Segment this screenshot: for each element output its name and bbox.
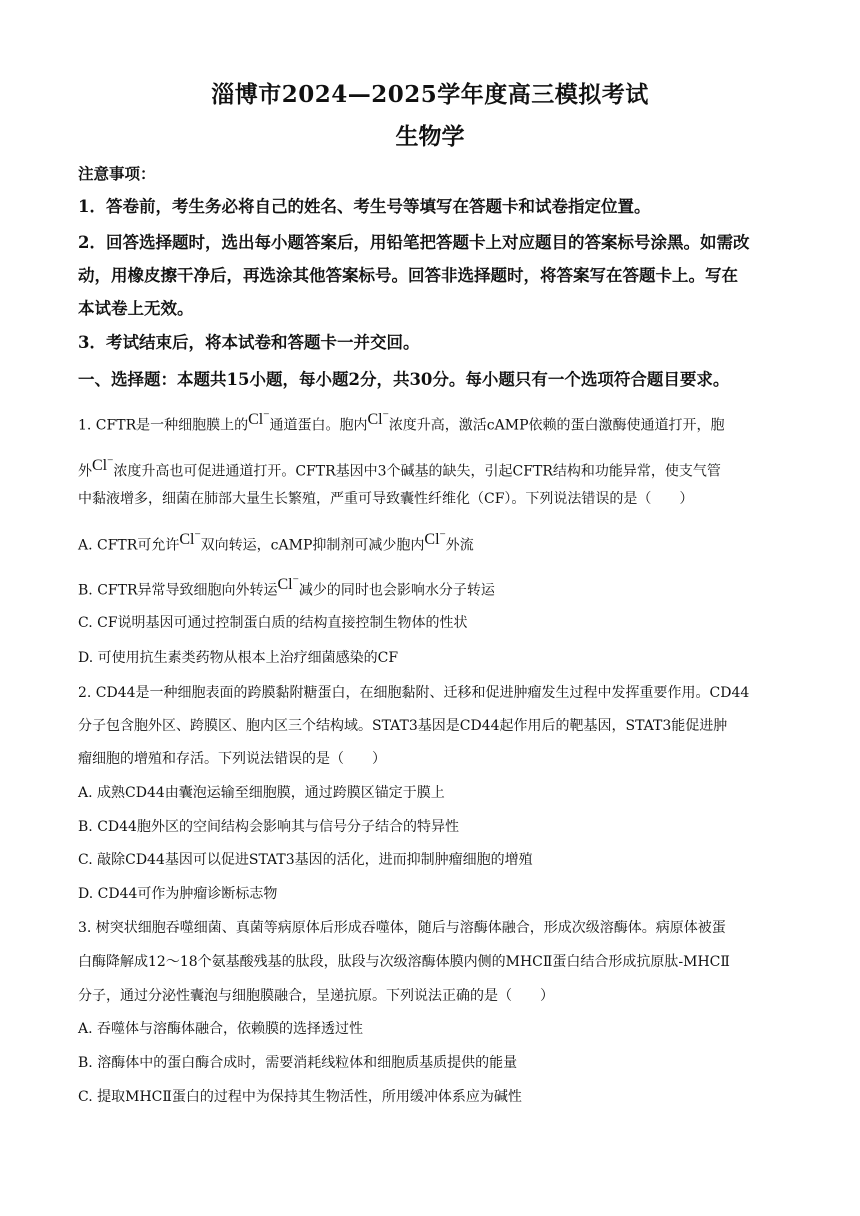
q2-option-c: C. 敲除CD44基因可以促进STAT3基因的活化，进而抑制肿瘤细胞的增殖: [78, 852, 533, 868]
q2-option-b: B. CD44胞外区的空间结构会影响其与信号分子结合的特异性: [78, 819, 459, 835]
exam-title: 淄博市2024—2025学年度高三模拟考试: [211, 81, 649, 108]
q1-line-2: 外Cl−浓度升高也可促进通道打开。CFTR基因中3个碱基的缺失，引起CFTR结构和功能异常，使支气管: [78, 455, 721, 480]
q2-option-a: A. 成熟CD44由囊泡运输至细胞膜，通过跨膜区锚定于膜上: [78, 785, 445, 801]
chloride-symbol: Cl−: [424, 529, 446, 549]
chloride-symbol: Cl−: [367, 409, 389, 429]
q2-line-2: 分子包含胞外区、跨膜区、胞内区三个结构域。STAT3基因是CD44起作用后的靶基因，STAT3能促进肿: [78, 718, 728, 734]
q3-line-3: 分子，通过分泌性囊泡与细胞膜融合，呈递抗原。下列说法正确的是（ ）: [78, 988, 554, 1004]
q2-line-3: 瘤细胞的增殖和存活。下列说法错误的是（ ）: [78, 751, 386, 767]
q1-option-d: D. 可使用抗生素类药物从根本上治疗细菌感染的CF: [78, 650, 399, 666]
note-2-cont: 动，用橡皮擦干净后，再选涂其他答案标号。回答非选择题时，将答案写在答题卡上。写在: [78, 266, 738, 285]
q3-option-b: B. 溶酶体中的蛋白酶合成时，需要消耗线粒体和细胞质基质提供的能量: [78, 1055, 518, 1071]
note-1: 1．答卷前，考生务必将自己的姓名、考生号等填写在答题卡和试卷指定位置。: [78, 197, 651, 216]
q3-option-c: C. 提取MHCⅡ蛋白的过程中为保持其生物活性，所用缓冲体系应为碱性: [78, 1089, 522, 1105]
q2-option-d: D. CD44可作为肿瘤诊断标志物: [78, 886, 278, 902]
section-choice-header: 一、选择题：本题共15小题，每小题2分，共30分。每小题只有一个选项符合题目要求。: [78, 370, 730, 389]
chloride-symbol: Cl−: [179, 529, 201, 549]
chloride-symbol: Cl−: [248, 409, 270, 429]
note-2: 2．回答选择题时，选出每小题答案后，用铅笔把答题卡上对应题目的答案标号涂黑。如需改: [78, 233, 750, 252]
q1-line-3: 中黏液增多，细菌在肺部大量生长繁殖，严重可导致囊性纤维化（CF）。下列说法错误的是（ ）: [78, 491, 694, 507]
q1-option-c: C. CF说明基因可通过控制蛋白质的结构直接控制生物体的性状: [78, 615, 468, 631]
q1-option-b: B. CFTR异常导致细胞向外转运Cl−减少的同时也会影响水分子转运: [78, 574, 495, 599]
chloride-symbol: Cl−: [92, 455, 114, 475]
subject-title: 生物学: [395, 123, 465, 150]
notes-header: 注意事项：: [78, 164, 156, 183]
q3-line-1: 3. 树突状细胞吞噬细菌、真菌等病原体后形成吞噬体，随后与溶酶体融合，形成次级溶酶体。病原体被蛋: [78, 920, 726, 936]
note-2-end: 本试卷上无效。: [78, 299, 194, 318]
chloride-symbol: Cl−: [277, 574, 299, 594]
q1-line-1: 1. CFTR是一种细胞膜上的Cl−通道蛋白。胞内Cl−浓度升高，激活cAMP依赖的蛋白激酶使通道打开，胞: [78, 409, 725, 434]
q1-option-a: A. CFTR可允许Cl−双向转运，cAMP抑制剂可减少胞内Cl−外流: [78, 529, 474, 554]
q3-line-2: 白酶降解成12～18个氨基酸残基的肽段，肽段与次级溶酶体膜内侧的MHCⅡ蛋白结合形成抗原肽-MHCⅡ: [78, 954, 730, 970]
note-3: 3．考试结束后，将本试卷和答题卡一并交回。: [78, 333, 420, 352]
q2-line-1: 2. CD44是一种细胞表面的跨膜黏附糖蛋白，在细胞黏附、迁移和促进肿瘤发生过程中发挥重要作用。CD44: [78, 685, 750, 701]
q3-option-a: A. 吞噬体与溶酶体融合，依赖膜的选择透过性: [78, 1021, 364, 1037]
